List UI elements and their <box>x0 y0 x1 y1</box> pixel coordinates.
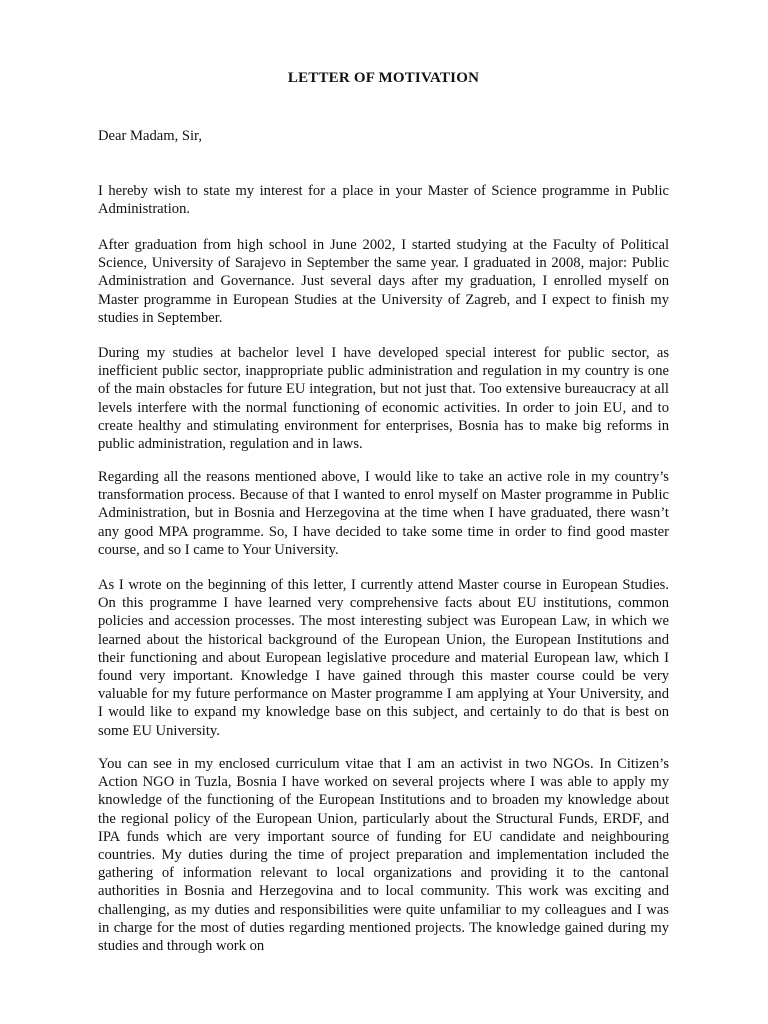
paragraph-motivation: Regarding all the reasons mentioned above, I would like to take an active role in my country’s transformation process. Because of that I wanted to enrol myself on Master programme in Public Administration, but in Bosnia and Herzegovina at the time when I have graduated, there wasn’t any good MPA programme. So, I have decided to take some time in order to find good master course, and so I came to Your University. <box>98 469 669 558</box>
paragraph-ngo-experience: You can see in my enclosed curriculum vitae that I am an activist in two NGOs. In Citizen’s Action NGO in Tuzla, Bosnia I have worked on several projects where I was able to apply my knowledge of the functioning of the European Institutions and to broaden my knowledge about the regional policy of the European Union, particularly about the Structural Funds, ERDF, and IPA funds which are very important source of funding for EU candidate and neighbouring countries. My duties during the time of project preparation and implementation included the gathering of information relevant to local organizations and providing it to the cantonal authorities in Bosnia and Herzegovina and to local community. This work was exciting and challenging, as my duties and responsibilities were quite unfamiliar to my colleagues and I was in charge for the most of duties regarding mentioned projects. The knowledge gained during my studies and through work on <box>98 756 669 955</box>
paragraph-public-sector: During my studies at bachelor level I have developed special interest for public sector, as inefficient public sector, inappropriate public administration and regulation in my country is one of the main obstacles for future EU integration, but not just that. Too extensive bureaucracy at all levels interfere with the normal functioning of economic activities. In order to join EU, and to create healthy and stimulating environment for enterprises, Bosnia has to make big reforms in public administration, regulation and in laws. <box>98 345 669 453</box>
paragraph-education: After graduation from high school in June 2002, I started studying at the Faculty of Political Science, University of Sarajevo in September the same year. I graduated in 2008, major: Public Administration and Governance. Just several days after my graduation, I enrolled myself on Master programme in European Studies at the University of Zagreb, and I expect to finish my studies in September. <box>98 237 669 326</box>
paragraph-european-studies: As I wrote on the beginning of this letter, I currently attend Master course in European Studies. On this programme I have learned very comprehensive facts about EU institutions, common policies and accession processes. The most interesting subject was European Law, in which we learned about the historical background of the European Union, the European Institutions and their functioning and about European legislative procedure and material European law, which I found very important. Knowledge I have gained through this master course could be very valuable for my future performance on Master programme I am applying at Your University, and I would like to expand my knowledge base on this subject, and certainly to do that is best on some EU University. <box>98 577 669 739</box>
letter-title: LETTER OF MOTIVATION <box>287 70 480 86</box>
salutation: Dear Madam, Sir, <box>98 128 202 144</box>
paragraph-interest: I hereby wish to state my interest for a place in your Master of Science programme in Public Administration. <box>98 183 669 218</box>
